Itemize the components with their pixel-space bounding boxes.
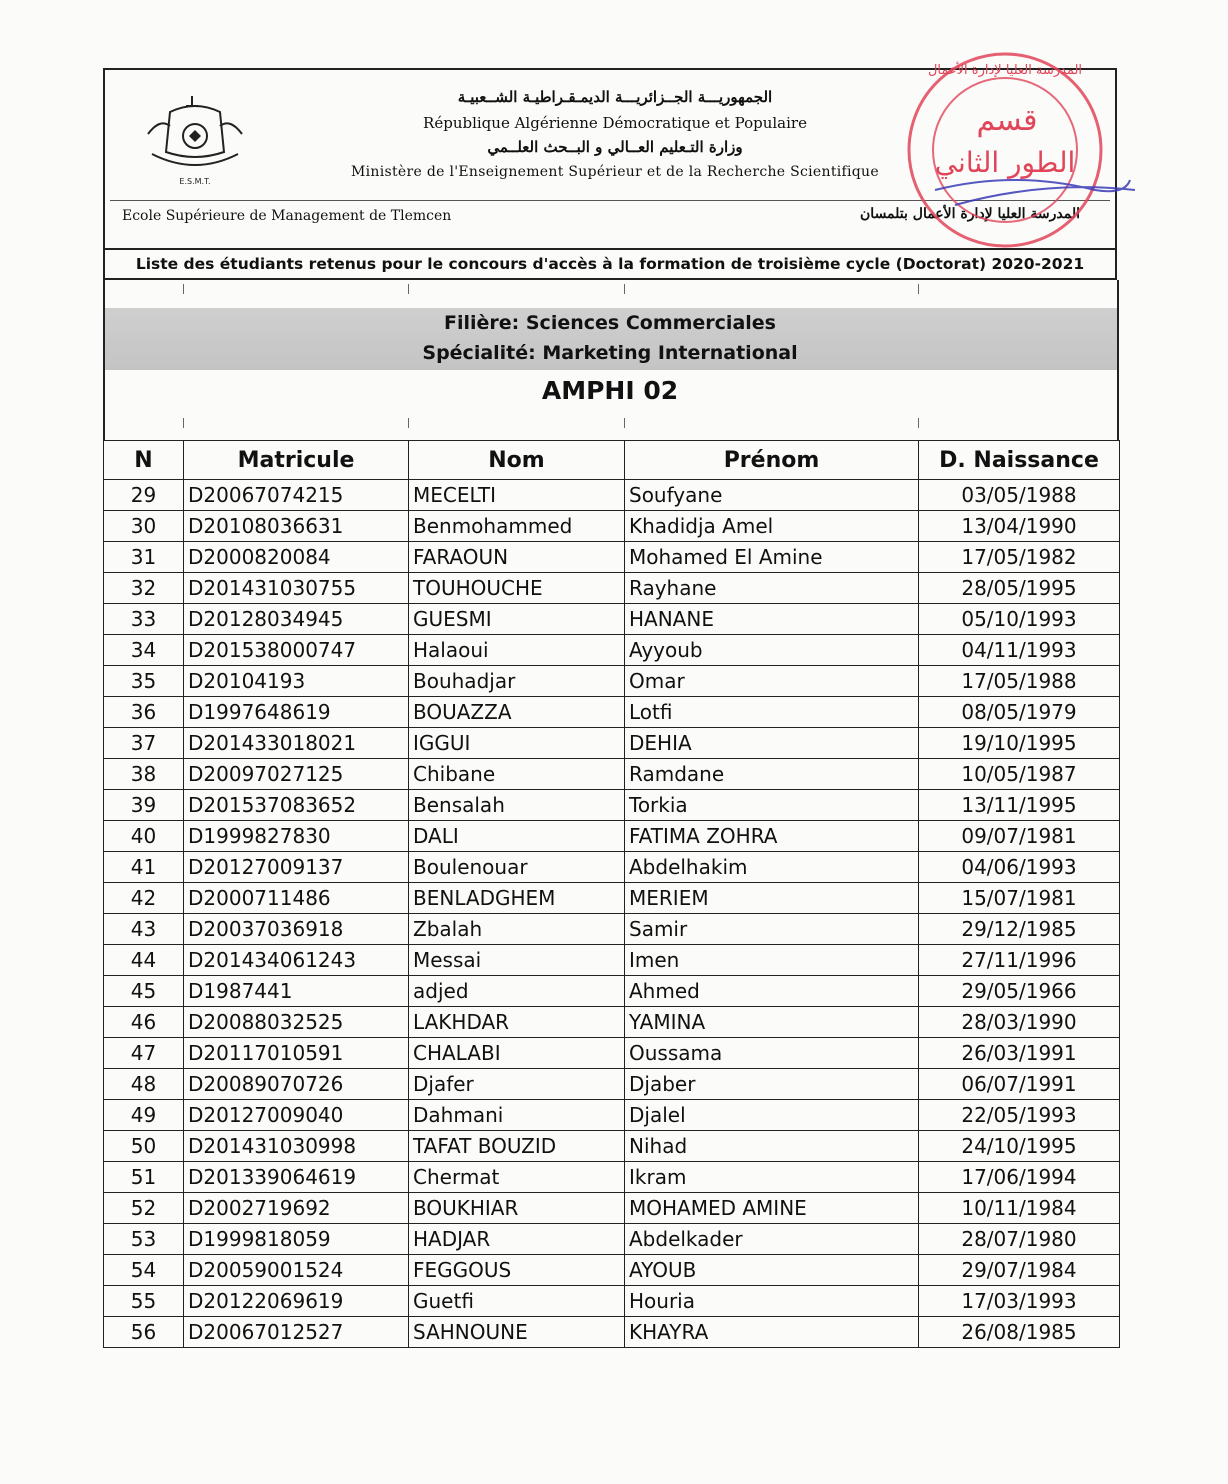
cell-naissance: 17/05/1988 — [919, 666, 1120, 697]
cell-matricule: D20122069619 — [184, 1286, 409, 1317]
cell-nom: Chermat — [409, 1162, 625, 1193]
cell-prenom: Soufyane — [625, 480, 919, 511]
cell-nom: Dahmani — [409, 1100, 625, 1131]
cell-prenom: Ahmed — [625, 976, 919, 1007]
cell-prenom: Omar — [625, 666, 919, 697]
cell-naissance: 29/05/1966 — [919, 976, 1120, 1007]
amphi-label: AMPHI 02 — [541, 376, 679, 405]
cell-nom: BOUKHIAR — [409, 1193, 625, 1224]
cell-n: 47 — [104, 1038, 184, 1069]
cell-nom: DALI — [409, 821, 625, 852]
cell-naissance: 13/11/1995 — [919, 790, 1120, 821]
table-row — [104, 1162, 1120, 1193]
cell-naissance: 24/10/1995 — [919, 1131, 1120, 1162]
table-row — [104, 1255, 1120, 1286]
table-header-row — [104, 441, 1120, 480]
cell-prenom: MOHAMED AMINE — [625, 1193, 919, 1224]
signature — [935, 180, 1135, 205]
cell-naissance: 22/05/1993 — [919, 1100, 1120, 1131]
cell-prenom: KHAYRA — [625, 1317, 919, 1348]
french-ministry: Ministère de l'Enseignement Supérieur et de la Recherche Scientifique — [351, 164, 879, 180]
cell-prenom: HANANE — [625, 604, 919, 635]
cell-matricule: D201433018021 — [184, 728, 409, 759]
cell-nom: HADJAR — [409, 1224, 625, 1255]
cell-matricule: D20067012527 — [184, 1317, 409, 1348]
cell-nom: Chibane — [409, 759, 625, 790]
cell-nom: FEGGOUS — [409, 1255, 625, 1286]
cell-prenom: YAMINA — [625, 1007, 919, 1038]
cell-prenom: Mohamed El Amine — [625, 542, 919, 573]
table-row — [104, 635, 1120, 666]
specialite-label: Spécialité: Marketing International — [422, 342, 798, 364]
school-logo — [140, 92, 250, 187]
table-row — [104, 573, 1120, 604]
cell-prenom: DEHIA — [625, 728, 919, 759]
cell-nom: BOUAZZA — [409, 697, 625, 728]
cell-naissance: 10/11/1984 — [919, 1193, 1120, 1224]
cell-matricule: D1999827830 — [184, 821, 409, 852]
school-name-arabic: المدرسة العليا لإدارة الأعمال بتلمسان — [860, 206, 1080, 222]
cell-n: 33 — [104, 604, 184, 635]
table-row — [104, 1286, 1120, 1317]
cell-matricule: D1997648619 — [184, 697, 409, 728]
students-table — [103, 440, 1120, 1348]
table-row — [104, 1193, 1120, 1224]
cell-naissance: 05/10/1993 — [919, 604, 1120, 635]
cell-naissance: 03/05/1988 — [919, 480, 1120, 511]
cell-prenom: Ayyoub — [625, 635, 919, 666]
cell-n: 34 — [104, 635, 184, 666]
cell-prenom: Samir — [625, 914, 919, 945]
cell-naissance: 04/11/1993 — [919, 635, 1120, 666]
school-name-french: Ecole Supérieure de Management de Tlemcen — [122, 208, 452, 224]
cell-matricule: D20037036918 — [184, 914, 409, 945]
cell-n: 45 — [104, 976, 184, 1007]
cell-naissance: 26/08/1985 — [919, 1317, 1120, 1348]
cell-prenom: Oussama — [625, 1038, 919, 1069]
table-row — [104, 1224, 1120, 1255]
cell-nom: adjed — [409, 976, 625, 1007]
cell-naissance: 19/10/1995 — [919, 728, 1120, 759]
cell-nom: Zbalah — [409, 914, 625, 945]
cell-matricule: D20108036631 — [184, 511, 409, 542]
cell-prenom: MERIEM — [625, 883, 919, 914]
cell-n: 37 — [104, 728, 184, 759]
table-row — [104, 1069, 1120, 1100]
cell-matricule: D201434061243 — [184, 945, 409, 976]
table-row — [104, 976, 1120, 1007]
list-title: Liste des étudiants retenus pour le concours d'accès à la formation de troisième cycle (Doctorat) 2020-2021 — [103, 248, 1117, 280]
cell-matricule: D20088032525 — [184, 1007, 409, 1038]
cell-n: 56 — [104, 1317, 184, 1348]
cell-naissance: 28/05/1995 — [919, 573, 1120, 604]
cell-prenom: Abdelkader — [625, 1224, 919, 1255]
cell-n: 53 — [104, 1224, 184, 1255]
cell-n: 46 — [104, 1007, 184, 1038]
arabic-republic: الجمهوريـــة الجــزائريـــة الديمـقـراطيـة الشــعبيـة — [457, 88, 773, 106]
stamp-ring-text: المدرسة العليا لإدارة الأعمال — [927, 63, 1083, 78]
cell-n: 48 — [104, 1069, 184, 1100]
stamp-line1: قسم — [976, 103, 1038, 138]
cell-nom: TOUHOUCHE — [409, 573, 625, 604]
col-header-prenom: Prénom — [625, 441, 919, 480]
cell-naissance: 09/07/1981 — [919, 821, 1120, 852]
cell-n: 44 — [104, 945, 184, 976]
col-header-matricule: Matricule — [184, 441, 409, 480]
cell-matricule: D2002719692 — [184, 1193, 409, 1224]
cell-n: 29 — [104, 480, 184, 511]
cell-prenom: Rayhane — [625, 573, 919, 604]
cell-matricule: D20117010591 — [184, 1038, 409, 1069]
cell-n: 41 — [104, 852, 184, 883]
cell-nom: Benmohammed — [409, 511, 625, 542]
cell-n: 38 — [104, 759, 184, 790]
table-row — [104, 1038, 1120, 1069]
table-row — [104, 821, 1120, 852]
cell-prenom: Djalel — [625, 1100, 919, 1131]
cell-prenom: FATIMA ZOHRA — [625, 821, 919, 852]
cell-naissance: 17/03/1993 — [919, 1286, 1120, 1317]
cell-matricule: D20127009040 — [184, 1100, 409, 1131]
cell-naissance: 17/06/1994 — [919, 1162, 1120, 1193]
cell-nom: Boulenouar — [409, 852, 625, 883]
cell-naissance: 17/05/1982 — [919, 542, 1120, 573]
table-row — [104, 759, 1120, 790]
table-row — [104, 1100, 1120, 1131]
cell-naissance: 29/12/1985 — [919, 914, 1120, 945]
cell-nom: TAFAT BOUZID — [409, 1131, 625, 1162]
arabic-ministry: وزارة التـعليم العــالي و البــحث العلــمي — [487, 138, 743, 156]
cell-matricule: D20059001524 — [184, 1255, 409, 1286]
cell-matricule: D20067074215 — [184, 480, 409, 511]
cell-naissance: 15/07/1981 — [919, 883, 1120, 914]
cell-matricule: D20127009137 — [184, 852, 409, 883]
cell-n: 43 — [104, 914, 184, 945]
col-header-naissance: D. Naissance — [919, 441, 1120, 480]
cell-matricule: D2000820084 — [184, 542, 409, 573]
cell-nom: CHALABI — [409, 1038, 625, 1069]
cell-prenom: Torkia — [625, 790, 919, 821]
cell-nom: IGGUI — [409, 728, 625, 759]
cell-nom: BENLADGHEM — [409, 883, 625, 914]
table-row — [104, 697, 1120, 728]
cell-naissance: 27/11/1996 — [919, 945, 1120, 976]
cell-nom: Guetfi — [409, 1286, 625, 1317]
cell-prenom: Ramdane — [625, 759, 919, 790]
cell-n: 32 — [104, 573, 184, 604]
table-row — [104, 1131, 1120, 1162]
cell-nom: Halaoui — [409, 635, 625, 666]
cell-prenom: Houria — [625, 1286, 919, 1317]
cell-prenom: AYOUB — [625, 1255, 919, 1286]
cell-n: 51 — [104, 1162, 184, 1193]
cell-matricule: D201431030998 — [184, 1131, 409, 1162]
cell-n: 36 — [104, 697, 184, 728]
cell-n: 30 — [104, 511, 184, 542]
cell-matricule: D201431030755 — [184, 573, 409, 604]
cell-n: 42 — [104, 883, 184, 914]
table-row — [104, 1007, 1120, 1038]
cell-prenom: Imen — [625, 945, 919, 976]
cell-matricule: D201538000747 — [184, 635, 409, 666]
cell-nom: Bouhadjar — [409, 666, 625, 697]
cell-prenom: Ikram — [625, 1162, 919, 1193]
cell-prenom: Nihad — [625, 1131, 919, 1162]
cell-naissance: 10/05/1987 — [919, 759, 1120, 790]
cell-n: 39 — [104, 790, 184, 821]
stamp-line2: الطور الثاني — [934, 146, 1076, 179]
cell-n: 31 — [104, 542, 184, 573]
cell-prenom: Djaber — [625, 1069, 919, 1100]
filiere-label: Filière: Sciences Commerciales — [444, 312, 776, 334]
table-row — [104, 945, 1120, 976]
cell-naissance: 08/05/1979 — [919, 697, 1120, 728]
cell-nom: SAHNOUNE — [409, 1317, 625, 1348]
cell-prenom: Khadidja Amel — [625, 511, 919, 542]
cell-n: 40 — [104, 821, 184, 852]
table-row — [104, 883, 1120, 914]
cell-matricule: D1999818059 — [184, 1224, 409, 1255]
cell-n: 49 — [104, 1100, 184, 1131]
cell-naissance: 29/07/1984 — [919, 1255, 1120, 1286]
cell-matricule: D1987441 — [184, 976, 409, 1007]
cell-naissance: 04/06/1993 — [919, 852, 1120, 883]
cell-n: 54 — [104, 1255, 184, 1286]
table-row — [104, 666, 1120, 697]
cell-nom: LAKHDAR — [409, 1007, 625, 1038]
table-row — [104, 914, 1120, 945]
cell-nom: FARAOUN — [409, 542, 625, 573]
cell-naissance: 26/03/1991 — [919, 1038, 1120, 1069]
cell-prenom: Abdelhakim — [625, 852, 919, 883]
table-row — [104, 852, 1120, 883]
col-header-nom: Nom — [409, 441, 625, 480]
cell-prenom: Lotfi — [625, 697, 919, 728]
cell-n: 35 — [104, 666, 184, 697]
cell-nom: Messai — [409, 945, 625, 976]
table-row — [104, 1317, 1120, 1348]
table-row — [104, 728, 1120, 759]
table-row — [104, 480, 1120, 511]
cell-matricule: D20097027125 — [184, 759, 409, 790]
cell-naissance: 06/07/1991 — [919, 1069, 1120, 1100]
cell-matricule: D20089070726 — [184, 1069, 409, 1100]
table-row — [104, 790, 1120, 821]
logo-text: E.S.M.T. — [179, 177, 211, 186]
cell-nom: Bensalah — [409, 790, 625, 821]
cell-naissance: 28/07/1980 — [919, 1224, 1120, 1255]
cell-matricule: D201339064619 — [184, 1162, 409, 1193]
table-row — [104, 604, 1120, 635]
cell-matricule: D20128034945 — [184, 604, 409, 635]
cell-matricule: D201537083652 — [184, 790, 409, 821]
cell-n: 55 — [104, 1286, 184, 1317]
french-republic: République Algérienne Démocratique et Populaire — [423, 114, 807, 132]
cell-nom: GUESMI — [409, 604, 625, 635]
cell-matricule: D20104193 — [184, 666, 409, 697]
cell-nom: MECELTI — [409, 480, 625, 511]
cell-matricule: D2000711486 — [184, 883, 409, 914]
official-stamp — [895, 40, 1135, 250]
cell-n: 52 — [104, 1193, 184, 1224]
cell-n: 50 — [104, 1131, 184, 1162]
table-row — [104, 511, 1120, 542]
cell-nom: Djafer — [409, 1069, 625, 1100]
table-row — [104, 542, 1120, 573]
cell-naissance: 13/04/1990 — [919, 511, 1120, 542]
cell-naissance: 28/03/1990 — [919, 1007, 1120, 1038]
col-header-n: N — [104, 441, 184, 480]
